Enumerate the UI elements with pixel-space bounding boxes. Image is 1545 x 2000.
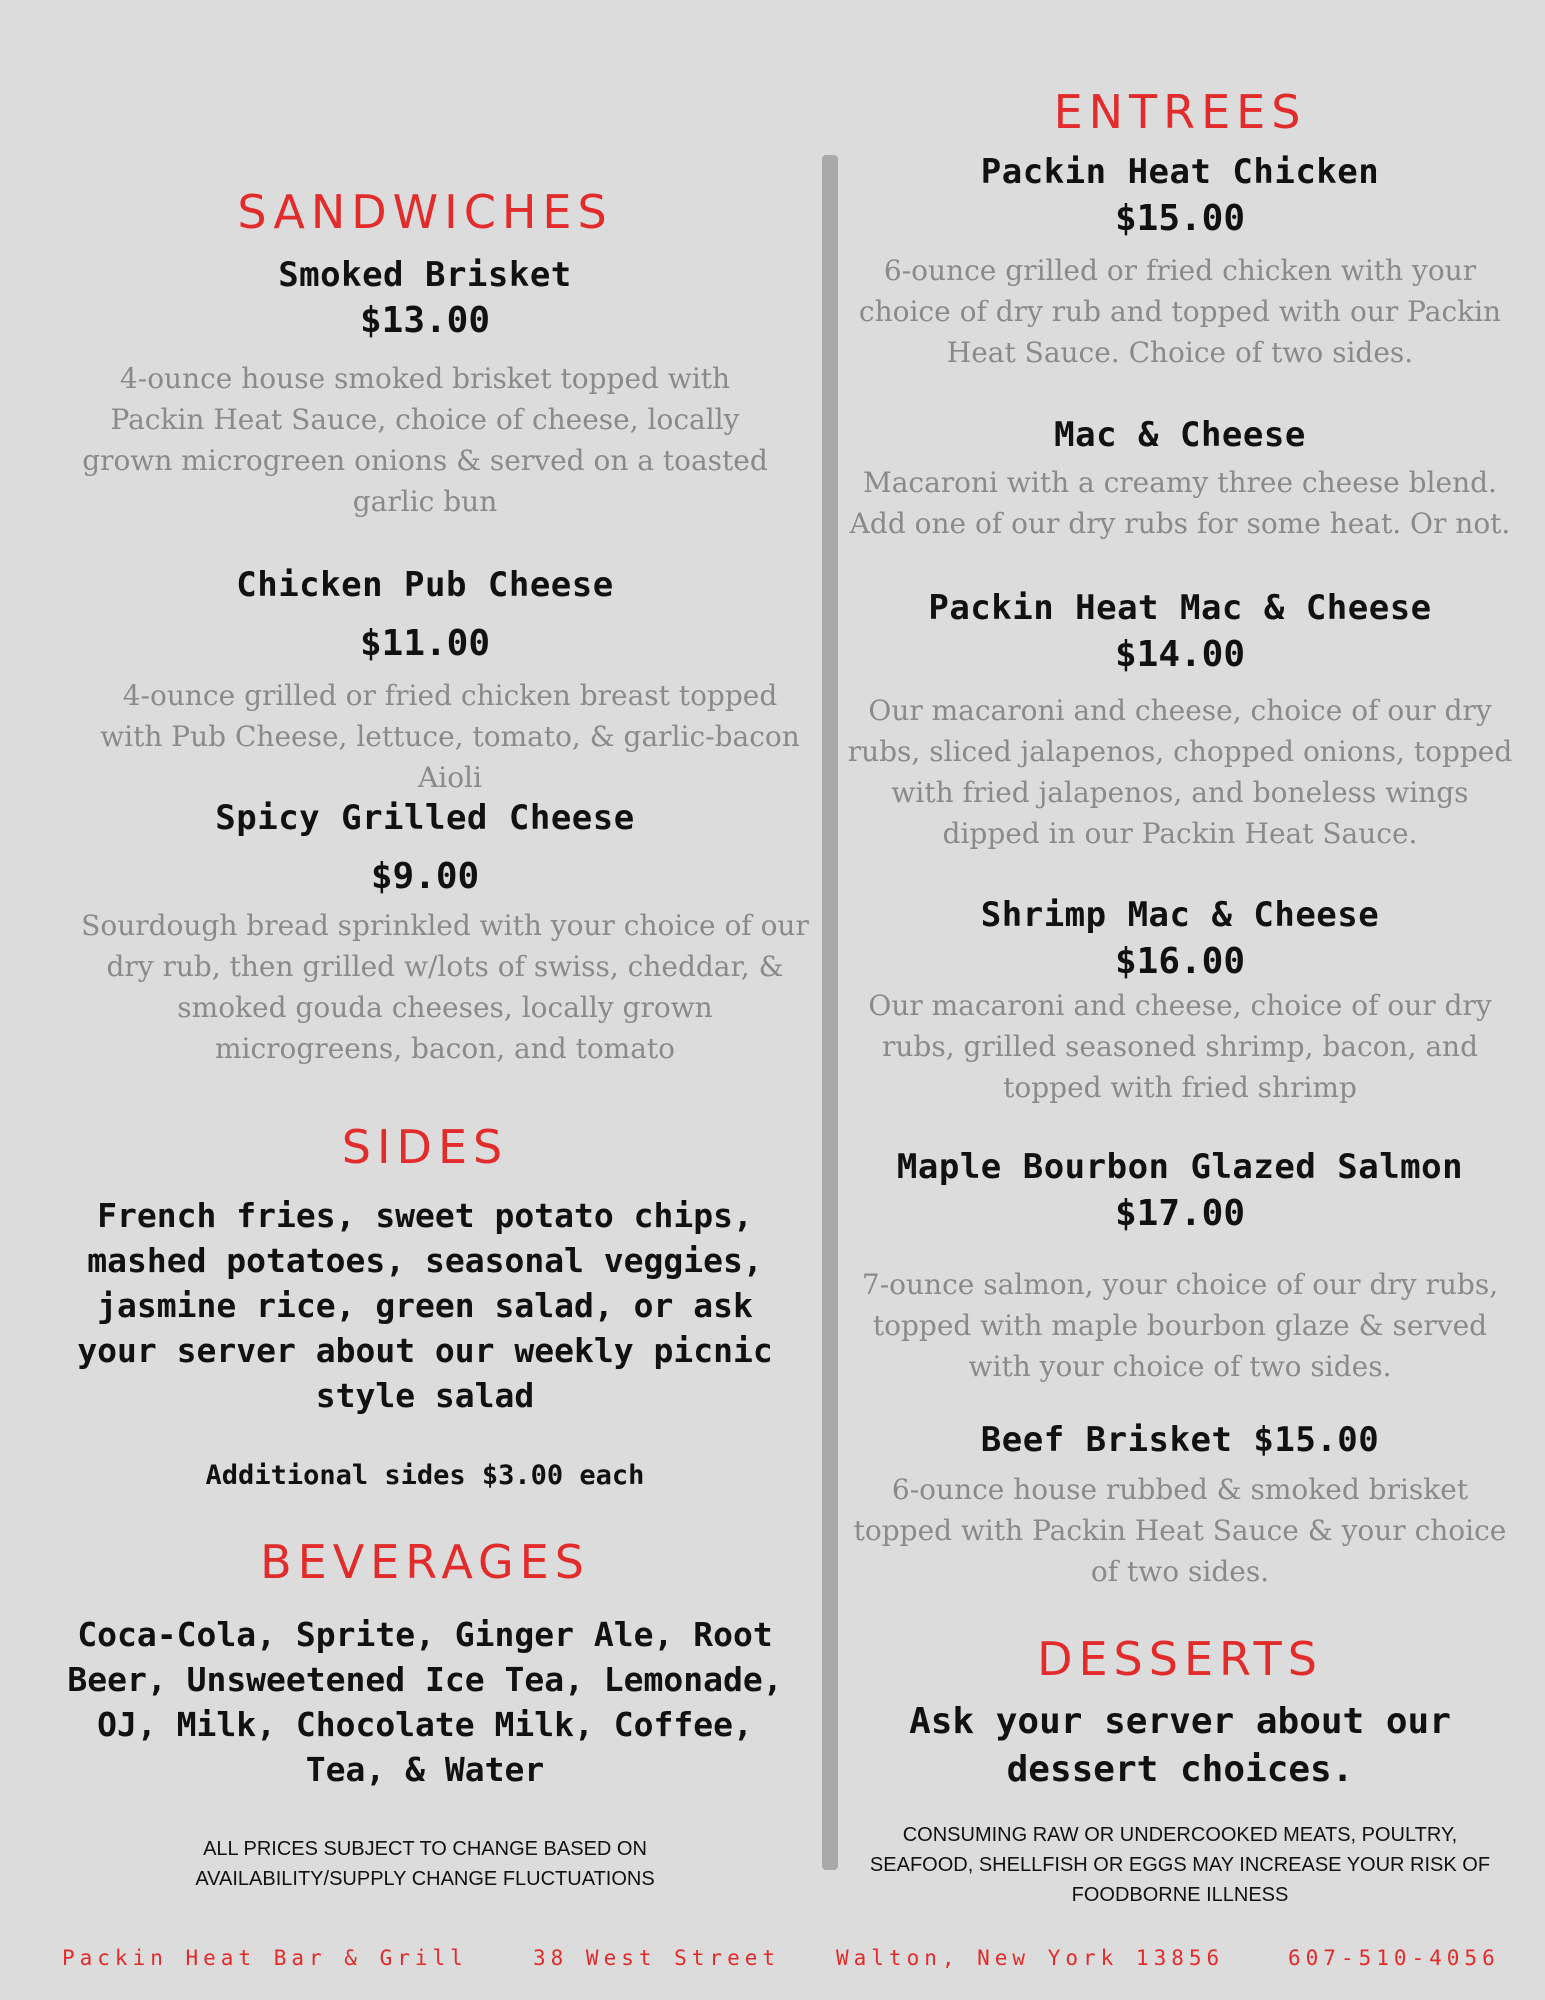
item-name: Mac & Cheese xyxy=(1054,415,1306,455)
footer-street: 38 West Street xyxy=(533,1946,781,1970)
item-description: Our macaroni and cheese, choice of our dry rubs, grilled seasoned shrimp, bacon, and topped with fried shrimp xyxy=(868,989,1492,1104)
item-description: 7-ounce salmon, your choice of our dry rubs, topped with maple bourbon glaze & served with your choice of two sides. xyxy=(861,1268,1499,1383)
foodborne-illness-note: CONSUMING RAW OR UNDERCOOKED MEATS, POULTRY, SEAFOOD, SHELLFISH OR EGGS MAY INCREASE YOUR RISK OF FOODBORNE ILLNESS xyxy=(869,1824,1491,1906)
column-divider xyxy=(822,155,838,1870)
desserts-text: Ask your server about our dessert choices. xyxy=(909,1701,1451,1790)
footer xyxy=(0,1946,1545,1976)
item-description: Macaroni with a creamy three cheese blend. Add one of our dry rubs for some heat. Or not. xyxy=(849,466,1511,540)
footer-city: Walton, New York 13856 xyxy=(836,1946,1225,1970)
desserts-title: DESSERTS xyxy=(1037,1632,1323,1686)
item-description: 4-ounce grilled or fried chicken breast topped with Pub Cheese, lettuce, tomato, & garlic-bacon Aioli xyxy=(100,679,800,794)
item-price: $14.00 xyxy=(1114,634,1246,675)
entrees-title: ENTREES xyxy=(1053,85,1307,139)
item-price: $15.00 xyxy=(1114,198,1246,239)
footer-business-name: Packin Heat Bar & Grill xyxy=(62,1946,468,1970)
item-price: $9.00 xyxy=(370,856,480,897)
item-name: Smoked Brisket xyxy=(278,255,572,295)
prices-note: ALL PRICES SUBJECT TO CHANGE BASED ON AVAILABILITY/SUPPLY CHANGE FLUCTUATIONS xyxy=(195,1838,655,1890)
item-name: Shrimp Mac & Cheese xyxy=(980,895,1380,935)
sandwiches-title: SANDWICHES xyxy=(237,185,613,239)
item-description: 4-ounce house smoked brisket topped with Packin Heat Sauce, choice of cheese, locally grown microgreen onions & served on a toasted garlic bun xyxy=(82,362,768,518)
sides-list: French fries, sweet potato chips, mashed potatoes, seasonal veggies, jasmine rice, green salad, or ask your server about our weekly picnic style salad xyxy=(77,1196,773,1415)
item-price: $17.00 xyxy=(1114,1193,1246,1234)
item-description: Our macaroni and cheese, choice of our dry rubs, sliced jalapenos, chopped onions, topped with fried jalapenos, and boneless wings dipped in our Packin Heat Sauce. xyxy=(847,694,1513,850)
item-price: $11.00 xyxy=(359,623,491,664)
item-description: Sourdough bread sprinkled with your choice of our dry rub, then grilled w/lots of swiss, cheddar, & smoked gouda cheeses, locally grown microgreens, bacon, and tomato xyxy=(81,909,809,1065)
item-name: Spicy Grilled Cheese xyxy=(215,798,635,838)
item-name: Maple Bourbon Glazed Salmon xyxy=(896,1147,1464,1187)
item-name: Beef Brisket $15.00 xyxy=(980,1420,1380,1460)
beverages-title: BEVERAGES xyxy=(260,1535,590,1589)
item-price: $16.00 xyxy=(1114,941,1246,982)
sides-title: SIDES xyxy=(341,1120,509,1174)
item-description: 6-ounce grilled or fried chicken with your choice of dry rub and topped with our Packin Heat Sauce. Choice of two sides. xyxy=(858,254,1502,369)
item-name: Packin Heat Chicken xyxy=(980,152,1380,192)
item-name: Packin Heat Mac & Cheese xyxy=(928,588,1432,628)
footer-phone: 607-510-4056 xyxy=(1288,1946,1500,1970)
beverages-list: Coca-Cola, Sprite, Ginger Ale, Root Beer, Unsweetened Ice Tea, Lemonade, OJ, Milk, Chocolate Milk, Coffee, Tea, & Water xyxy=(67,1615,783,1789)
item-name: Chicken Pub Cheese xyxy=(236,565,614,605)
additional-sides-note: Additional sides $3.00 each xyxy=(205,1460,645,1491)
item-description: 6-ounce house rubbed & smoked brisket topped with Packin Heat Sauce & your choice of two sides. xyxy=(853,1473,1507,1588)
item-price: $13.00 xyxy=(359,300,491,341)
